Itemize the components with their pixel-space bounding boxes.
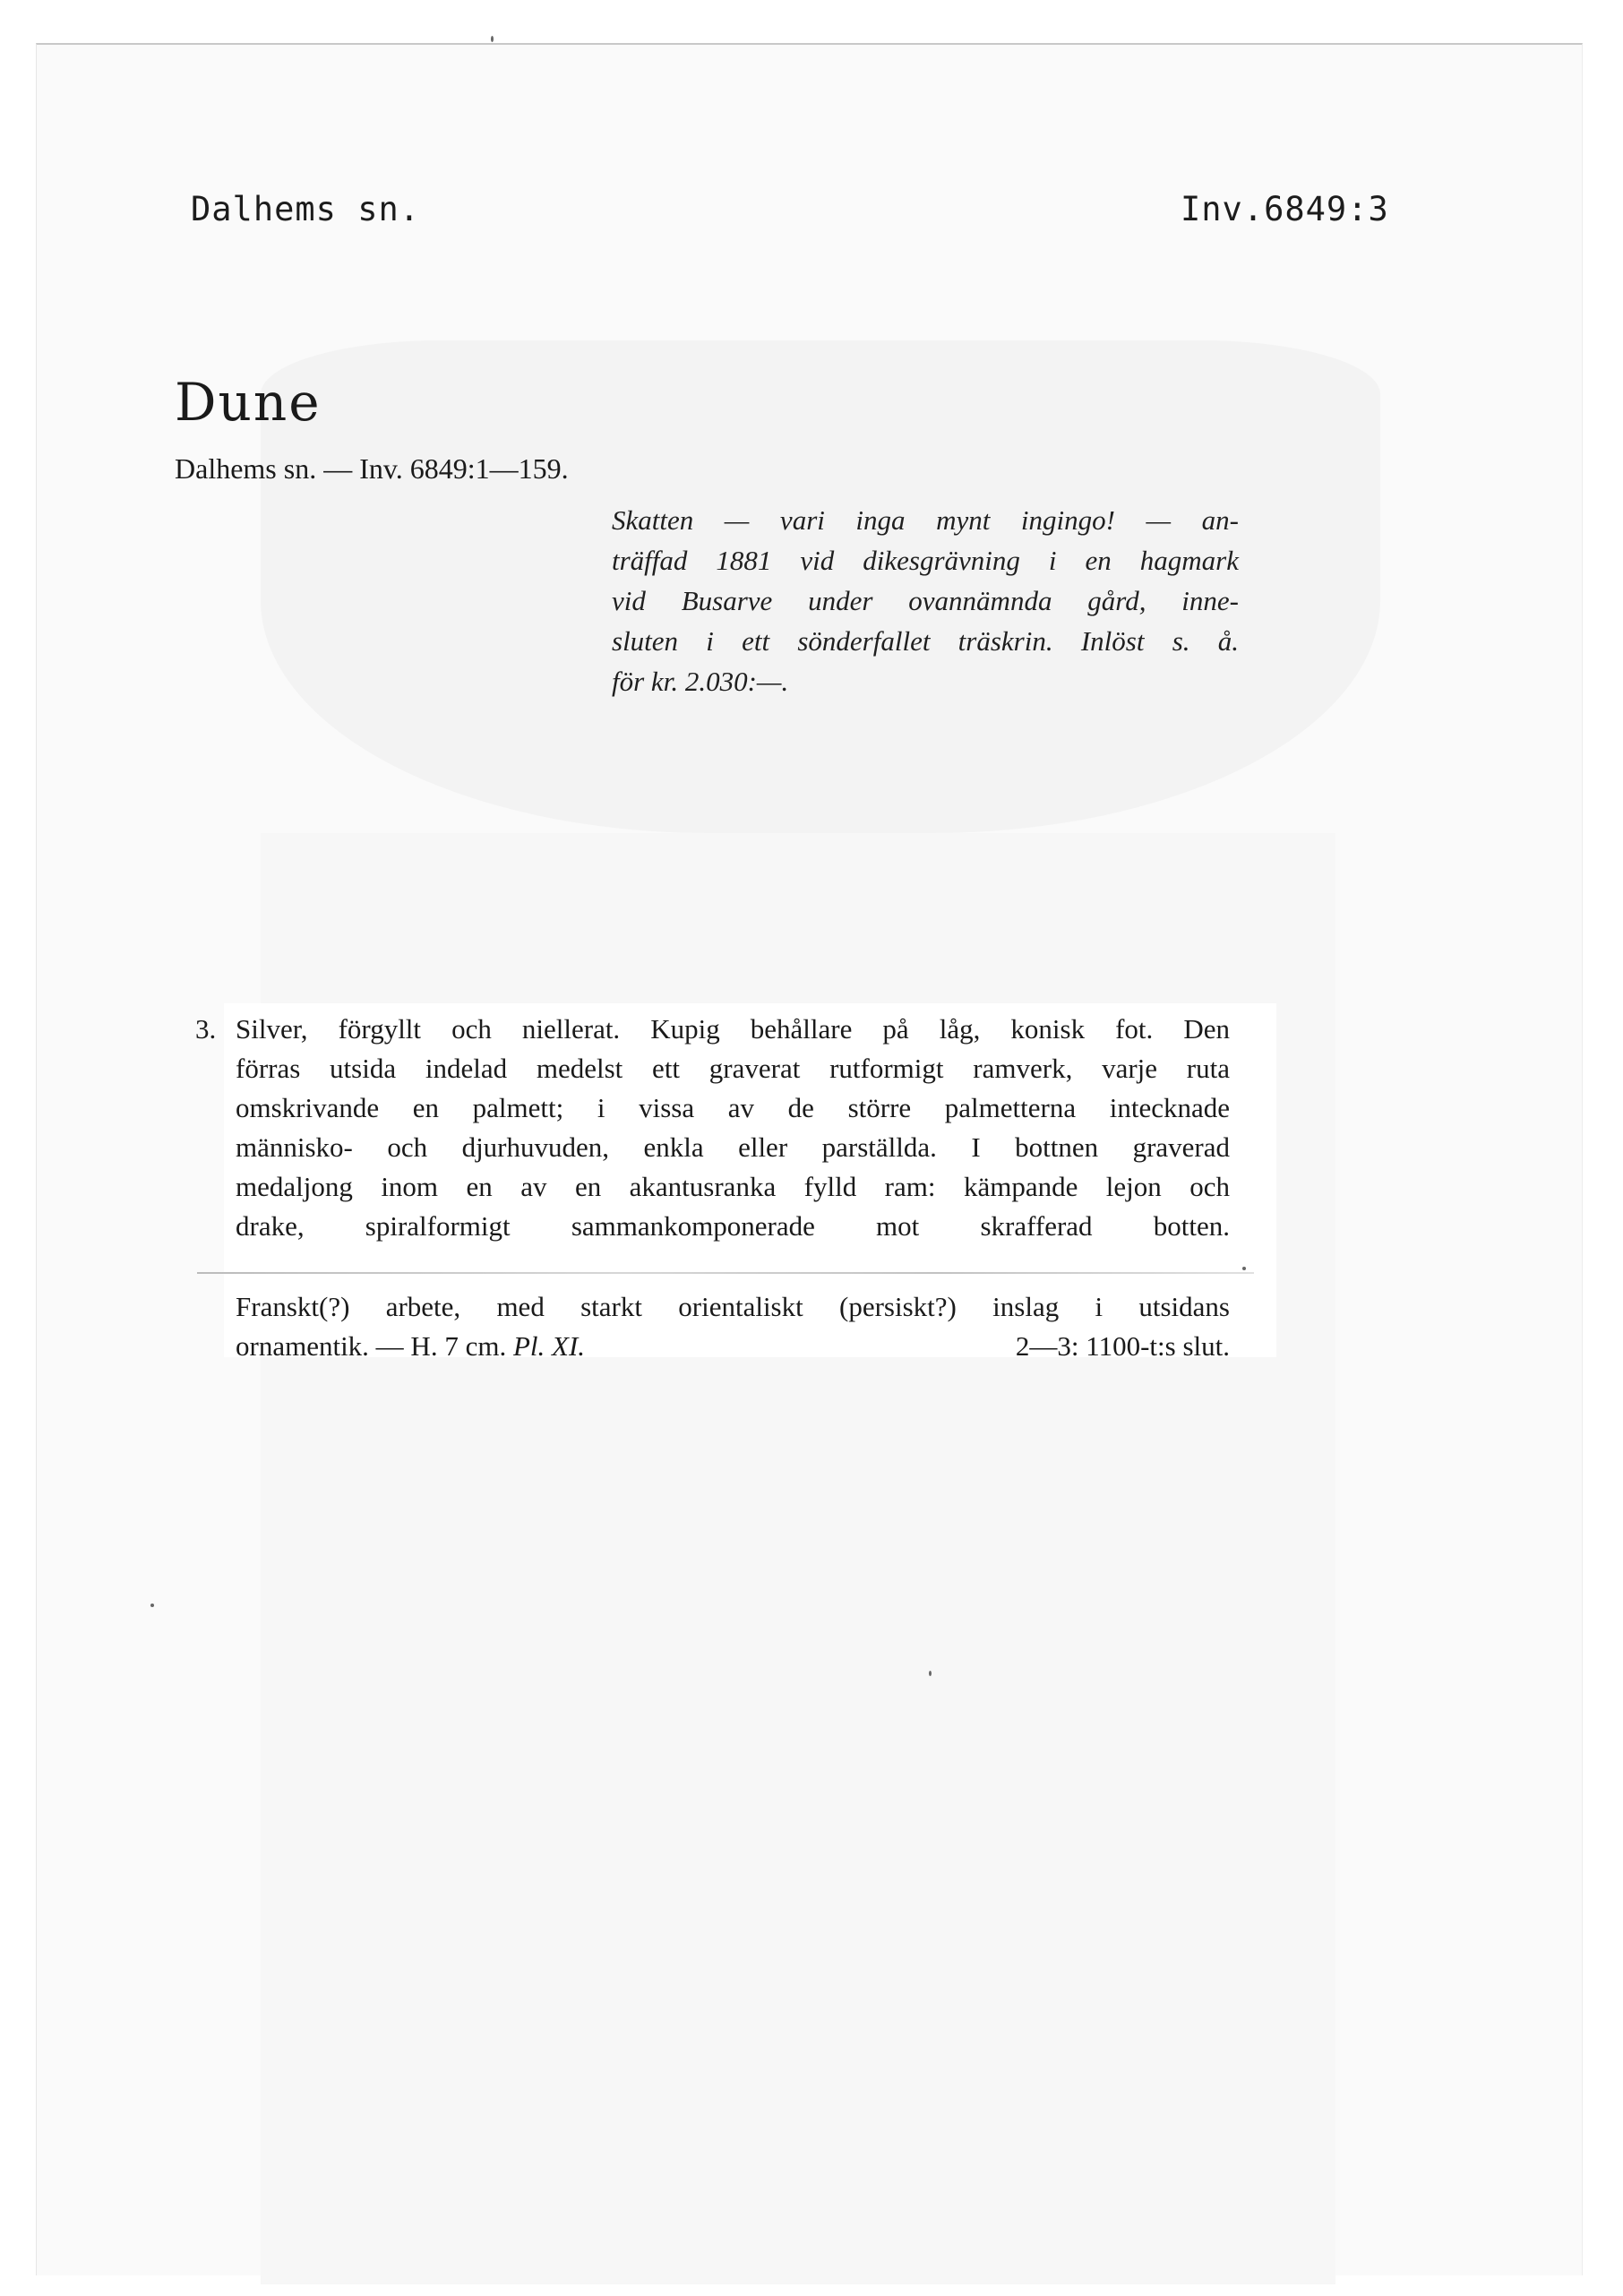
- speck: [1242, 1267, 1246, 1270]
- find-note-line: träffad 1881 vid dikesgrävning i en hagmark: [612, 545, 1239, 576]
- item-number: 3.: [195, 1013, 217, 1045]
- find-note-line: vid Busarve under ovannämnda gård, inne-: [612, 585, 1239, 616]
- item-description: [195, 1010, 1230, 1246]
- dating: 2—3: 1100-t:s slut.: [1015, 1330, 1230, 1362]
- origin-line-2-left: [236, 1327, 585, 1366]
- divider-rule: [197, 1272, 1254, 1274]
- plate-reference: Pl. XI.: [512, 1330, 586, 1362]
- origin-line-2: [236, 1327, 1230, 1366]
- item-description-line: drake, spiralformigt sammankomponerade mot skrafferad botten.: [236, 1210, 1230, 1242]
- origin-line: Franskt(?) arbete, med starkt orientaliskt (persiskt?) inslag i utsidans: [236, 1291, 1230, 1322]
- item-description-line: Silver, förgyllt och niellerat. Kupig behållare på låg, konisk fot. Den: [236, 1013, 1230, 1045]
- typed-parish-label: Dalhems sn.: [191, 190, 421, 228]
- find-note: [612, 500, 1239, 701]
- find-subtitle: Dalhems sn. — Inv. 6849:1—159.: [175, 452, 569, 485]
- typed-inventory-number: Inv.6849:3: [1181, 190, 1389, 228]
- item-description-line: förras utsida indelad medelst ett graverat rutformigt ramverk, varje ruta: [236, 1053, 1230, 1084]
- speck: [150, 1604, 154, 1607]
- speck: [491, 36, 494, 42]
- item-description-line: omskrivande en palmett; i vissa av de större palmetterna intecknade: [236, 1092, 1230, 1123]
- find-note-line: för kr. 2.030:—.: [612, 666, 789, 697]
- item-description-line: medaljong inom en av en akantusranka fylld ram: kämpande lejon och: [236, 1171, 1230, 1202]
- item-origin: [236, 1287, 1230, 1366]
- find-title: Dune: [175, 372, 322, 433]
- item-description-line: människo- och djurhuvuden, enkla eller parställda. I bottnen graverad: [236, 1131, 1230, 1163]
- find-note-line: Skatten — vari inga mynt ingingo! — an-: [612, 504, 1239, 536]
- speck: [929, 1671, 932, 1676]
- find-note-line: sluten i ett sönderfallet träskrin. Inlöst s. å.: [612, 625, 1239, 657]
- item-description-first-line: [195, 1010, 1230, 1049]
- origin-line-2-text: ornamentik. — H. 7 cm.: [236, 1330, 507, 1362]
